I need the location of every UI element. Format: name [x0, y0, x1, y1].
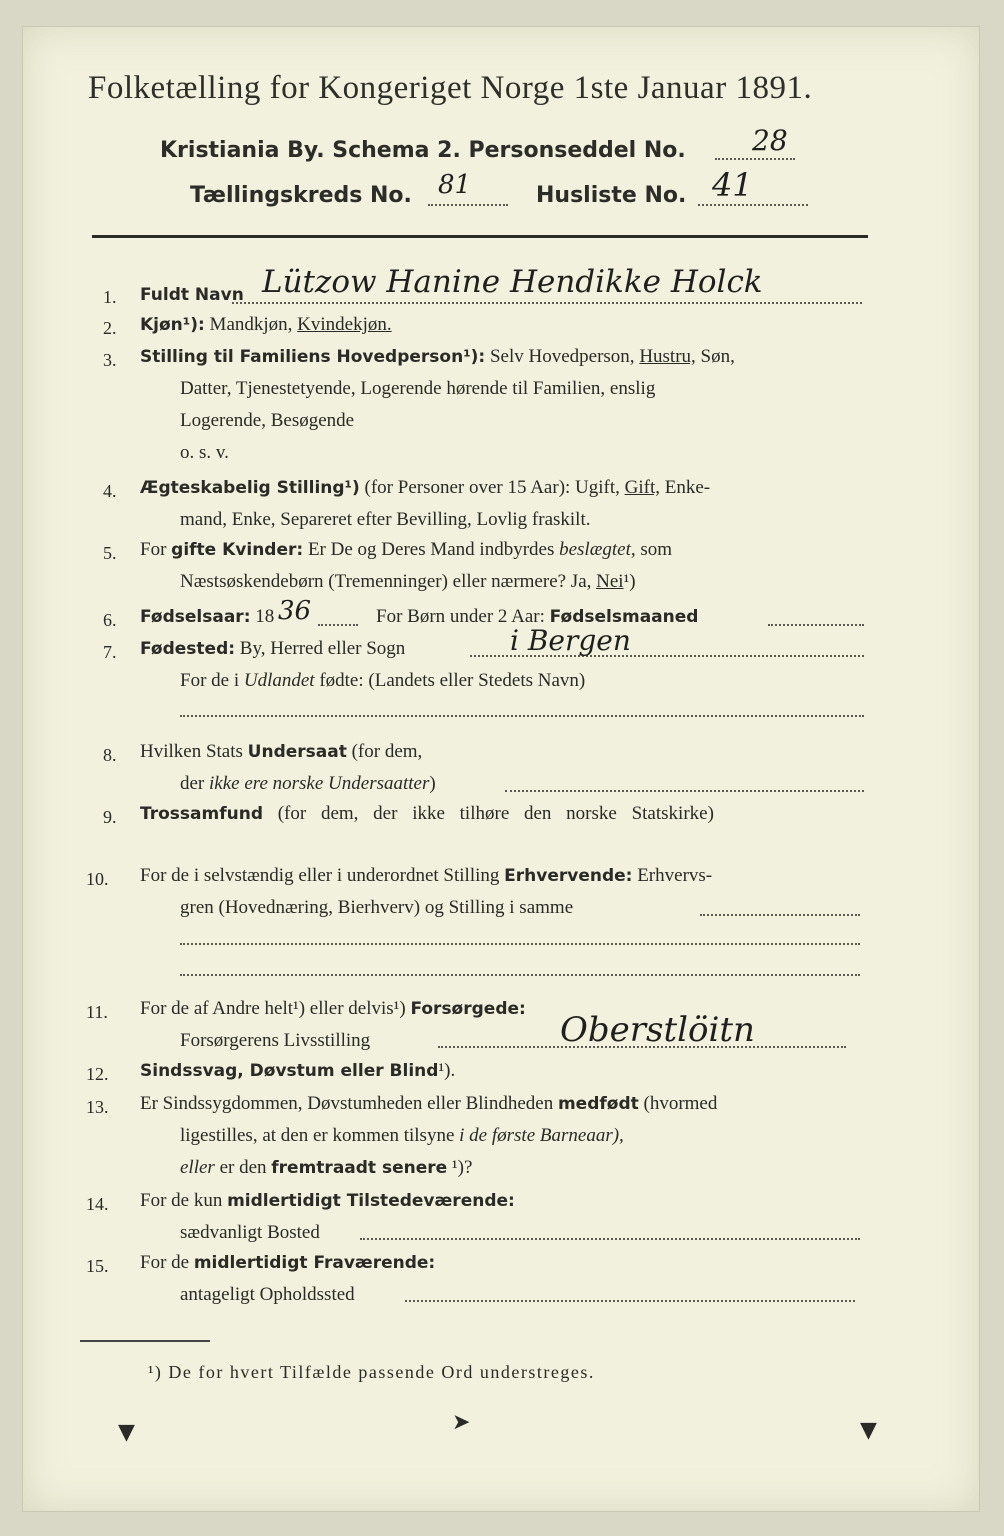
q11-number: 11.: [86, 1002, 108, 1022]
q5-label: gifte Kvinder:: [171, 540, 304, 560]
q6-dots-b: [768, 624, 864, 626]
q4-text-a: (for Personer over 15 Aar): Ugift,: [364, 477, 620, 498]
q3-line2: Datter, Tjenestetyende, Logerende hørende til Familien, enslig: [180, 378, 656, 399]
q5-option-nei: Nei: [596, 571, 624, 592]
q7-line2-a: For de i: [180, 670, 240, 691]
q9-number: 9.: [103, 807, 117, 827]
q15-line2: antageligt Opholdssted: [180, 1284, 355, 1305]
q14-label: midlertidigt Tilstedeværende:: [227, 1191, 515, 1211]
q13-line3-a: eller: [180, 1157, 215, 1178]
tellingskreds-number: 81: [438, 170, 472, 200]
q11-answer: Oberstlöitn: [560, 1010, 755, 1050]
q4-line2: mand, Enke, Separeret efter Bevilling, Lovlig fraskilt.: [180, 509, 591, 530]
q12-label: Sindssvag, Døvstum eller Blind: [140, 1061, 439, 1081]
q7-answer: i Bergen: [510, 624, 631, 657]
tellingskreds-label: Tællingskreds No.: [190, 183, 412, 208]
q8-text-b: (for dem,: [351, 741, 423, 762]
corner-mark-center: ➤: [452, 1410, 471, 1435]
q3-label: Stilling til Familiens Hovedperson¹):: [140, 347, 486, 367]
q14-dots: [360, 1238, 860, 1240]
corner-mark-right: ▼: [860, 1418, 877, 1443]
q12-number: 12.: [86, 1064, 109, 1084]
q5-text-b: Er De og Deres Mand indbyrdes: [307, 539, 555, 560]
personseddel-dots: [715, 158, 795, 160]
q8-line2-b: ikke ere norske Undersaatter: [209, 773, 430, 794]
q13-number: 13.: [86, 1097, 109, 1117]
q8-text-a: Hvilken Stats: [140, 741, 243, 762]
q6-dots-a: [318, 624, 358, 626]
q3-text-a: Selv Hovedperson,: [489, 346, 635, 367]
q6-text: For Børn under 2 Aar:: [376, 606, 545, 627]
q13-text-a: Er Sindssygdommen, Døvstumheden eller Blindheden: [140, 1093, 554, 1114]
q7-label: Fødested:: [140, 639, 236, 659]
q5-text-d: som: [640, 539, 673, 560]
q13-line3-b: er den: [219, 1157, 267, 1178]
q6-number: 6.: [103, 610, 117, 630]
q6-label2: Fødselsmaaned: [549, 607, 699, 627]
q10-dots-a: [700, 914, 860, 916]
q10-dots-b: [180, 943, 860, 945]
q15-dots: [405, 1300, 855, 1302]
q5-number: 5.: [103, 543, 117, 563]
tellingskreds-dots: [428, 204, 508, 206]
husliste-dots: [698, 204, 808, 206]
q3-number: 3.: [103, 350, 117, 370]
q10-dots-c: [180, 974, 860, 976]
q14-text: For de kun: [140, 1190, 223, 1211]
q8-label: Undersaat: [247, 742, 347, 762]
q7-dots-line2: [180, 715, 864, 717]
q10-text-a: For de i selvstændig eller i underordnet Stilling: [140, 865, 500, 886]
q8-dots: [505, 790, 864, 792]
census-form: [22, 26, 980, 1512]
q8-line2-c: ): [429, 773, 436, 794]
q11-label: Forsørgede:: [410, 999, 526, 1019]
schema-line-label: Kristiania By. Schema 2. Personseddel No.: [160, 138, 686, 163]
q1-dots: [232, 302, 862, 304]
q2-number: 2.: [103, 318, 117, 338]
q3-text-c: Søn,: [700, 346, 735, 367]
q7-text: By, Herred eller Sogn: [239, 638, 406, 659]
husliste-label: Husliste No.: [536, 183, 687, 208]
q13-line3-c: fremtraadt senere: [271, 1158, 448, 1178]
q5-text-c: beslægtet,: [559, 539, 636, 560]
q13-text-b: (hvormed: [643, 1093, 718, 1114]
q4-text-c: Enke-: [664, 477, 711, 498]
q6-answer: 36: [278, 596, 312, 626]
q15-number: 15.: [86, 1256, 109, 1276]
q3-option-hustru: Hustru,: [639, 346, 696, 367]
q11-line2: Forsørgerens Livsstilling: [180, 1030, 371, 1051]
footnote-rule: [80, 1340, 210, 1342]
q6-label: Fødselsaar:: [140, 607, 251, 627]
q8-number: 8.: [103, 745, 117, 765]
q7-number: 7.: [103, 642, 117, 662]
q2-label: Kjøn¹):: [140, 315, 205, 335]
q6-prefix: 18: [255, 606, 275, 627]
q2-option-female: Kvindekjøn.: [297, 314, 392, 335]
q8-line2-a: der: [180, 773, 205, 794]
q15-text: For de: [140, 1252, 190, 1273]
q14-number: 14.: [86, 1194, 109, 1214]
q13-line2-a: ligestilles, at den er kommen tilsyne: [180, 1125, 455, 1146]
q9-text: (for dem, der ikke tilhøre den norske Statskirke): [277, 803, 714, 824]
q15-label: midlertidigt Fraværende:: [193, 1253, 436, 1273]
q10-text-b: Erhvervs-: [637, 865, 713, 886]
q7-line2-c: fødte: (Landets eller Stedets Navn): [319, 670, 586, 691]
q3-line4: o. s. v.: [180, 442, 229, 463]
q10-label: Erhvervende:: [504, 866, 633, 886]
q4-label: Ægteskabelig Stilling¹): [140, 478, 360, 498]
q2-option-male: Mandkjøn,: [209, 314, 293, 335]
q1-answer: Lützow Hanine Hendikke Holck: [262, 264, 763, 300]
q3-line3: Logerende, Besøgende: [180, 410, 355, 431]
q4-option-gift: Gift,: [624, 477, 661, 498]
q1-label: Fuldt Navn: [140, 285, 244, 305]
personseddel-number: 28: [752, 124, 788, 157]
q13-label: medfødt: [557, 1094, 639, 1114]
header-rule: [92, 235, 868, 238]
husliste-number: 41: [712, 166, 753, 204]
q9-label: Trossamfund: [140, 804, 263, 824]
q5-line2-c: ¹): [623, 571, 636, 592]
q11-text-a: For de af Andre helt¹) eller delvis¹): [140, 998, 406, 1019]
q13-line2-b: i de første Barneaar),: [459, 1125, 624, 1146]
q13-line3-d: ¹)?: [451, 1157, 473, 1178]
corner-mark-left: ▼: [118, 1420, 135, 1445]
q4-number: 4.: [103, 481, 117, 501]
q7-line2-b: Udlandet: [243, 670, 315, 691]
q14-line2: sædvanligt Bosted: [180, 1222, 320, 1243]
form-title: Folketælling for Kongeriget Norge 1ste Januar 1891.: [88, 70, 813, 106]
q5-text-a: For: [140, 539, 167, 560]
q12-text: ¹).: [438, 1060, 456, 1081]
q10-number: 10.: [86, 869, 109, 889]
q1-number: 1.: [103, 287, 117, 307]
q5-line2-a: Næstsøskendebørn (Tremenninger) eller nærmere? Ja,: [180, 571, 592, 592]
footnote: ¹) De for hvert Tilfælde passende Ord understreges.: [148, 1362, 595, 1382]
q10-line2: gren (Hovednæring, Bierhverv) og Stilling i samme: [180, 897, 574, 918]
